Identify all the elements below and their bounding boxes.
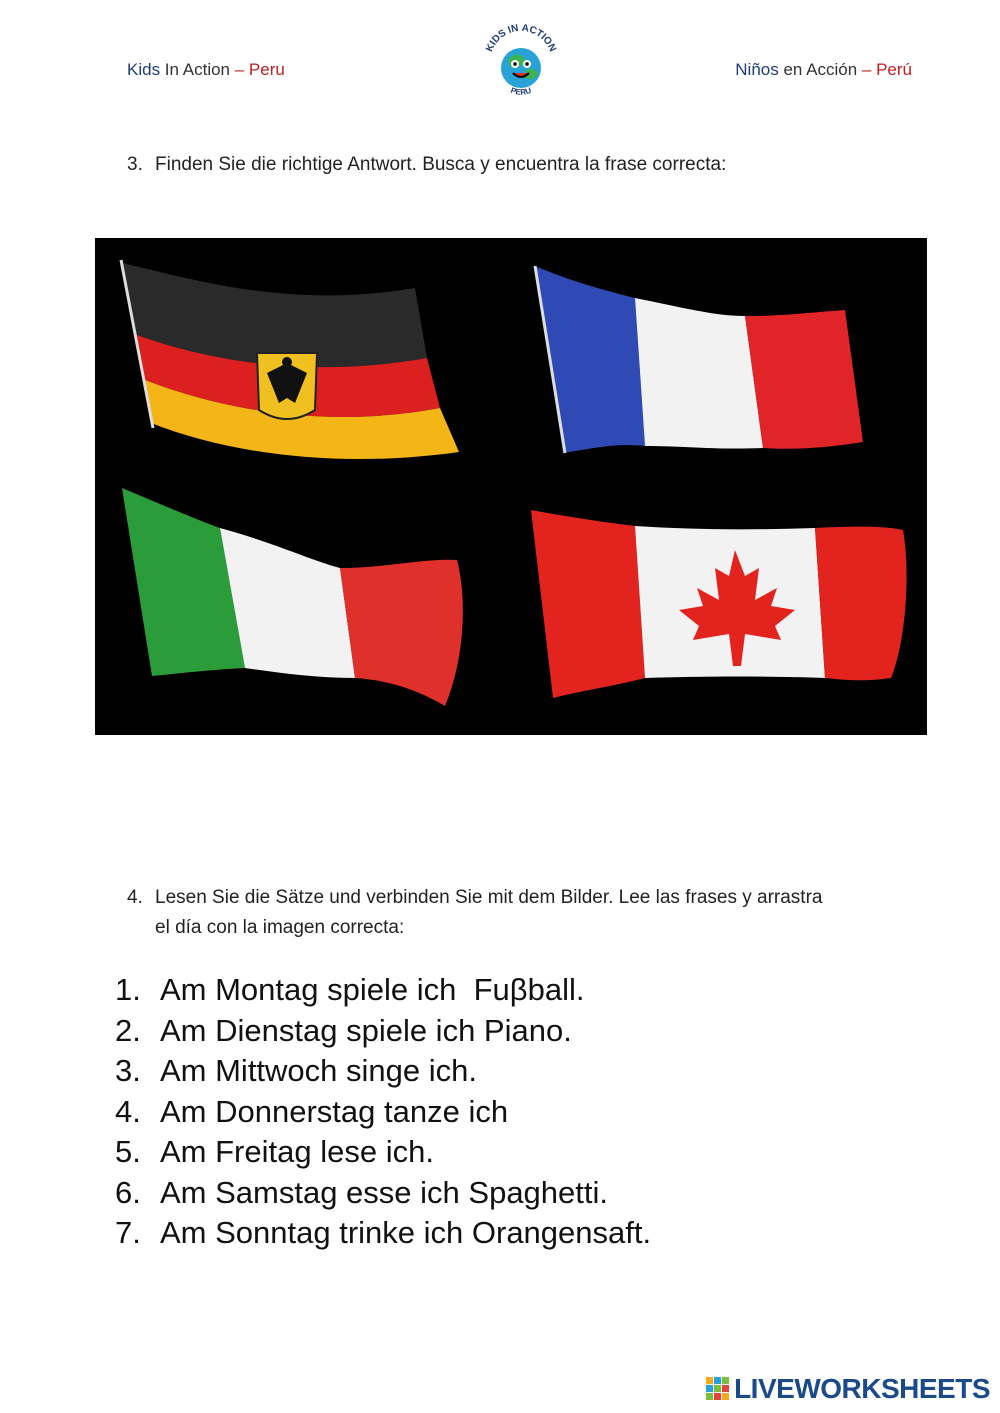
sentence-text: Am Montag spiele ich Fuβball. [160,972,585,1007]
sentence-text: Am Donnerstag tanze ich [160,1093,509,1129]
france-flag [535,266,863,453]
instruction-3-text: Finden Sie die richtige Antwort. Busca y encuentra la frase correcta: [155,154,727,175]
svg-text:PERU: PERU [509,85,533,97]
sentence-item [115,1092,651,1133]
header-right-en-accion: en Acción [778,60,862,79]
germany-flag [121,260,459,459]
german-eagle-icon [257,353,317,419]
instruction-4-line1: Lesen Sie die Sätze und verbinden Sie mit dem Bilder. Lee las frases y arrastra [155,887,823,908]
header-right-peru: – Perú [861,60,912,79]
liveworksheets-logo-icon [706,1377,730,1401]
sentence-number: 5. [115,1134,141,1169]
header-left [127,60,285,80]
liveworksheets-badge[interactable] [706,1373,990,1405]
sentence-item [115,1132,651,1173]
instruction-3 [127,150,887,180]
flags-image [95,238,927,735]
liveworksheets-brand: LIVEWORKSHEETS [734,1373,990,1404]
sentence-item [115,1011,651,1052]
sentence-number: 6. [115,1174,141,1210]
header-left-peru: – Peru [234,60,285,79]
sentence-list [115,970,651,1254]
sentence-text: Am Sonntag trinke ich Orangensaft. [160,1215,652,1250]
instruction-3-number: 3. [127,154,143,175]
sentence-number: 7. [115,1215,141,1250]
header-left-kids: Kids [127,60,161,79]
instruction-4 [127,883,907,943]
sentence-text: Am Samstag esse ich Spaghetti. [160,1174,609,1210]
sentence-item [115,1213,651,1254]
instruction-4-number: 4. [127,887,143,908]
italy-flag [122,488,463,706]
sentence-item [115,1173,651,1214]
header-left-in-action: In Action [160,60,235,79]
header-right-ninos: Niños [735,60,779,79]
instruction-4-line2: el día con la imagen correcta: [155,917,405,938]
sentence-number: 4. [115,1093,141,1129]
header-right [735,60,912,80]
canada-flag [531,510,907,698]
sentence-text: Am Dienstag spiele ich Piano. [160,1012,572,1048]
sentence-text: Am Freitag lese ich. [160,1134,434,1169]
sentence-number: 3. [115,1053,141,1088]
sentence-item [115,1051,651,1092]
sentence-text: Am Mittwoch singe ich. [160,1053,477,1088]
svg-text:KIDS IN ACTION: KIDS IN ACTION [484,22,558,54]
sentence-number: 1. [115,972,141,1007]
sentence-number: 2. [115,1012,141,1048]
kids-in-action-logo [478,18,564,108]
sentence-item [115,970,651,1011]
